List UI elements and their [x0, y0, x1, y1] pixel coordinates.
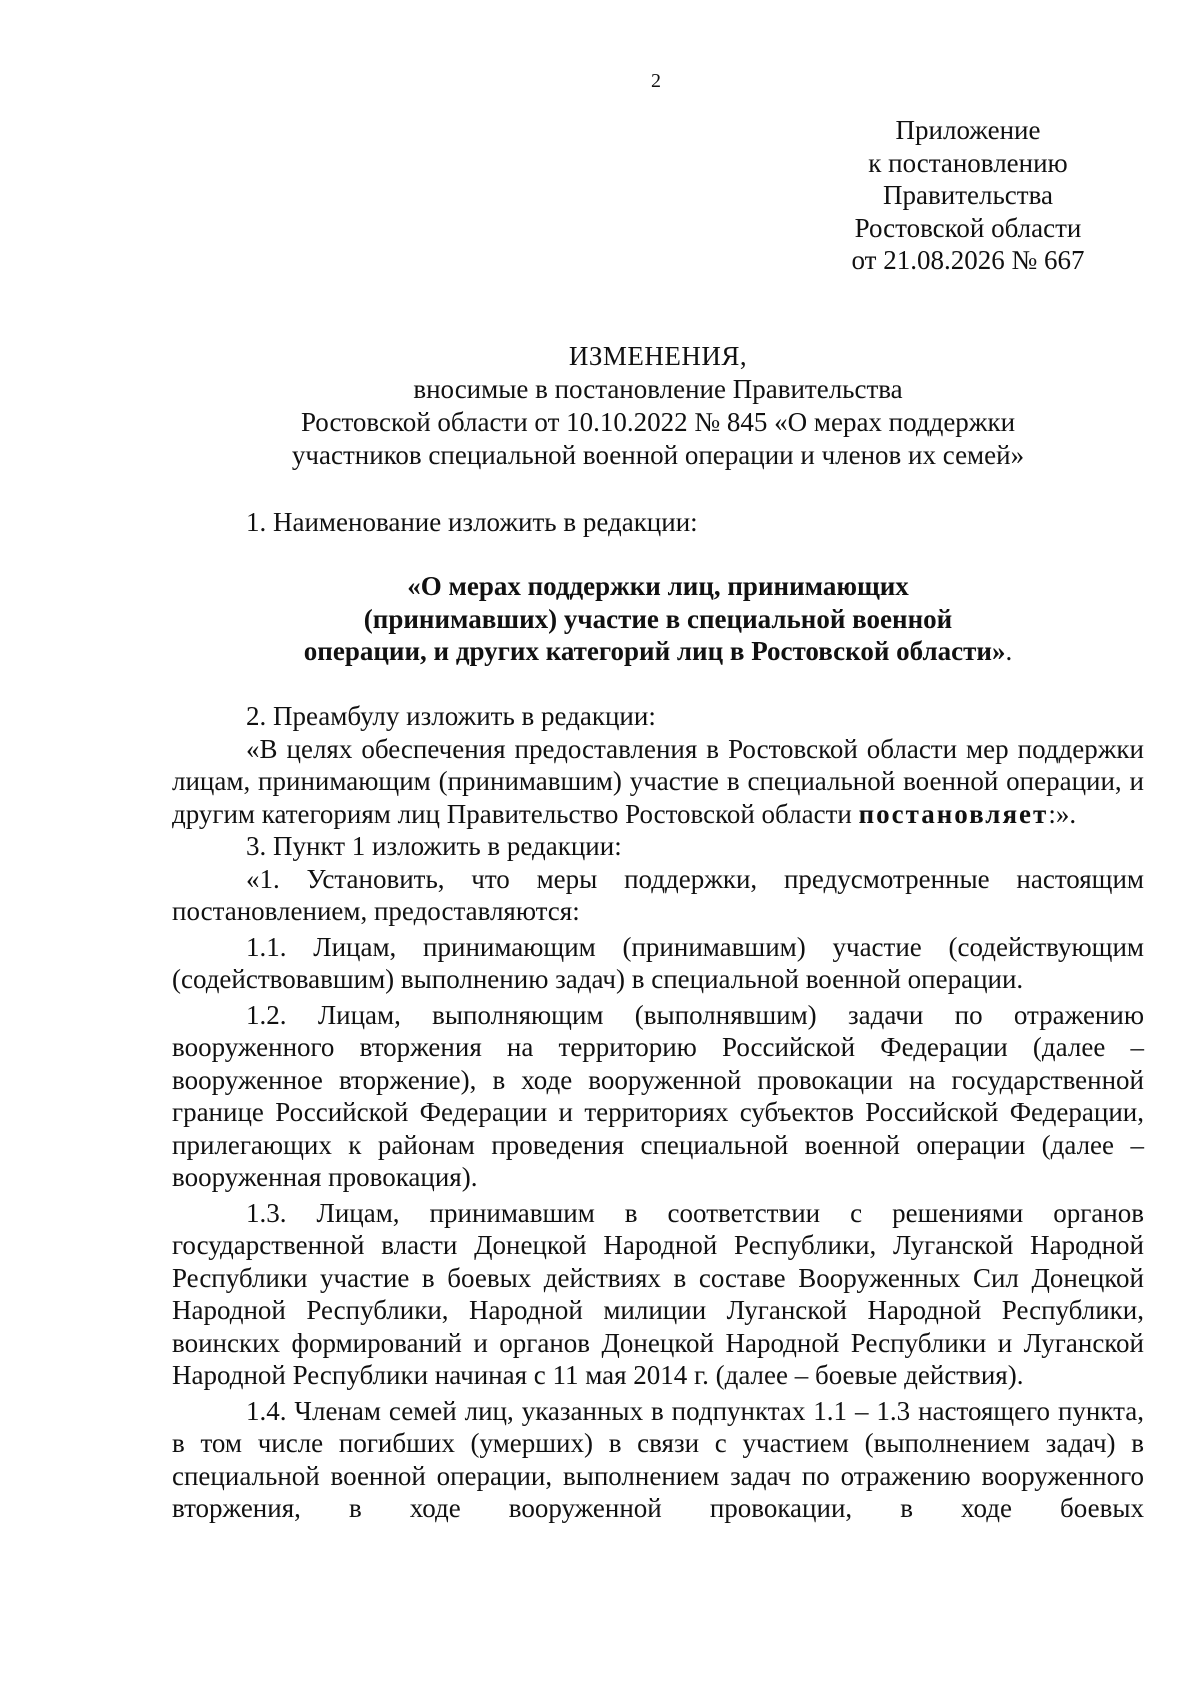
new-title-line: «О мерах поддержки лиц, принимающих: [407, 571, 909, 601]
new-title-block: [172, 570, 1144, 668]
new-title-line: (принимавших) участие в специальной военной: [363, 603, 953, 634]
header-line: участников специальной военной операции и членов их семей»: [291, 440, 1025, 470]
header-line: вносимые в постановление Правительства: [413, 374, 903, 404]
paragraph-1-1: 1.1. Лицам, принимающим (принимавшим) участие (содействующим (содействовавшим) выполнению задач) в специальной военной операции.: [172, 931, 1144, 994]
appendix-line: к постановлению: [868, 147, 1068, 178]
appendix-block: [848, 114, 1088, 277]
new-title-line: операции, и других категорий лиц в Ростовской области»: [303, 636, 1006, 666]
document-body: [172, 700, 1144, 1525]
new-title-tail: .: [1005, 636, 1013, 666]
section-point-1: [172, 506, 1144, 539]
appendix-line: Ростовской области: [854, 212, 1082, 243]
preamble-emphasis: постановляет: [858, 798, 1049, 829]
header-line: Ростовской области от 10.10.2022 № 845 «О мерах поддержки: [300, 407, 1016, 437]
preamble-tail: :».: [1048, 798, 1077, 829]
document-header: [172, 340, 1144, 472]
paragraph-1-2: 1.2. Лицам, выполняющим (выполнявшим) задачи по отражению вооруженного вторжения на территорию Российской Федерации (далее – вооруженное вторжение), в ходе вооруженной провокации на государственной границе Российской Федерации и территориях субъектов Российской Федерации, прилегающих к районам проведения специальной военной операции (далее – вооруженная провокация).: [172, 999, 1144, 1192]
appendix-line: от 21.08.2026 № 667: [851, 245, 1085, 275]
point-3-intro: 3. Пункт 1 изложить в редакции:: [246, 831, 622, 861]
paragraph-1: «1. Установить, что меры поддержки, предусмотренные настоящим постановлением, предоставляются:: [172, 863, 1144, 926]
preamble-text: «В целях обеспечения предоставления в Ростовской области мер поддержки лицам, принимающим (принимавшим) участие в специальной военной операции, и другим категориям лиц Правительство Ростовской области: [172, 733, 1144, 829]
point-2-intro: 2. Преамбулу изложить в редакции:: [246, 701, 656, 731]
document-title: ИЗМЕНЕНИЯ,: [568, 341, 748, 371]
preamble-paragraph: [172, 733, 1144, 831]
appendix-line: Приложение: [895, 115, 1041, 145]
point-1-text: 1. Наименование изложить в редакции:: [246, 507, 698, 537]
appendix-line: Правительства: [883, 180, 1053, 210]
paragraph-1-4: 1.4. Членам семей лиц, указанных в подпунктах 1.1 – 1.3 настоящего пункта, в том числе погибших (умерших) в связи с участием (выполнением задач) в специальной военной операции, выполнением задач по отражению вооруженного вторжения, в ходе вооруженной провокации, в ходе боевых: [172, 1395, 1144, 1523]
page-number: 2: [651, 70, 661, 92]
paragraph-1-3: 1.3. Лицам, принимавшим в соответствии с решениями органов государственной власти Донецкой Народной Республики, Луганской Народной Республики участие в боевых действиях в составе Вооруженных Сил Донецкой Народной Республики, Народной милиции Луганской Народной Республики, воинских формирований и органов Донецкой Народной Республики и Луганской Народной Республики начиная с 11 мая 2014 г. (далее – боевые действия).: [172, 1197, 1144, 1390]
